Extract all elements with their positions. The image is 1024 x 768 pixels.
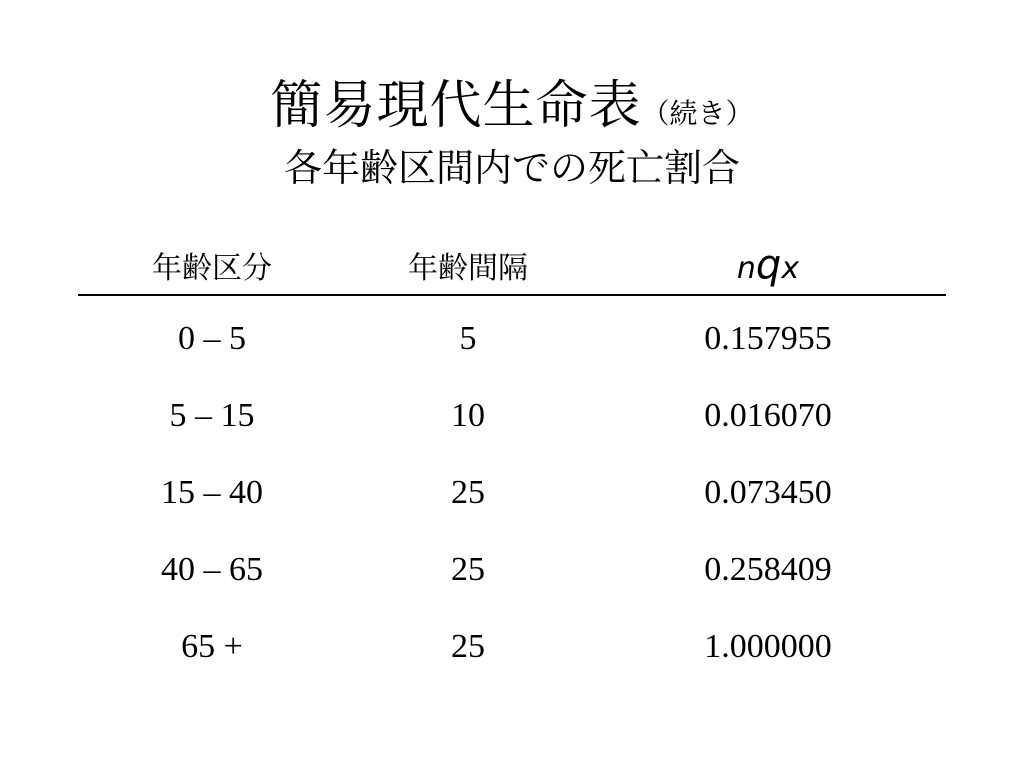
header-nqx: [590, 242, 946, 288]
slide-title-main: 簡易現代生命表: [270, 76, 642, 136]
life-table: [78, 236, 946, 685]
age-interval-cell: 0 – 5: [178, 319, 246, 357]
age-interval-cell: 5 – 15: [169, 396, 255, 434]
interval-width-cell: 5: [459, 319, 477, 357]
interval-width-cell: 25: [451, 627, 485, 665]
nqx-cell: 0.016070: [704, 396, 832, 434]
nqx-cell: 0.258409: [704, 550, 832, 588]
table-row: [78, 454, 946, 531]
header-age-interval: 年齢区分: [152, 251, 272, 286]
header-nqx-x: x: [781, 251, 800, 286]
nqx-cell: 1.000000: [704, 627, 832, 665]
nqx-cell: 0.157955: [704, 319, 832, 357]
age-interval-cell: 65 +: [181, 627, 243, 665]
interval-width-cell: 10: [451, 396, 485, 434]
interval-width-cell: 25: [451, 550, 485, 588]
table-row: [78, 531, 946, 608]
age-interval-cell: 15 – 40: [161, 473, 263, 511]
slide-title-block: [0, 74, 1024, 192]
table-row: [78, 608, 946, 685]
slide-title-suffix: （続き）: [641, 97, 754, 130]
nqx-cell: 0.073450: [704, 473, 832, 511]
header-nqx-q: q: [755, 242, 782, 288]
table-row: [78, 377, 946, 454]
header-interval-width: 年齢間隔: [408, 251, 528, 286]
slide-subtitle: 各年齢区間内での死亡割合: [283, 146, 740, 190]
table-row: [78, 300, 946, 377]
interval-width-cell: 25: [451, 473, 485, 511]
header-nqx-n: n: [736, 251, 756, 286]
table-header-row: [78, 236, 946, 296]
age-interval-cell: 40 – 65: [161, 550, 263, 588]
slide-title: [0, 74, 1024, 146]
